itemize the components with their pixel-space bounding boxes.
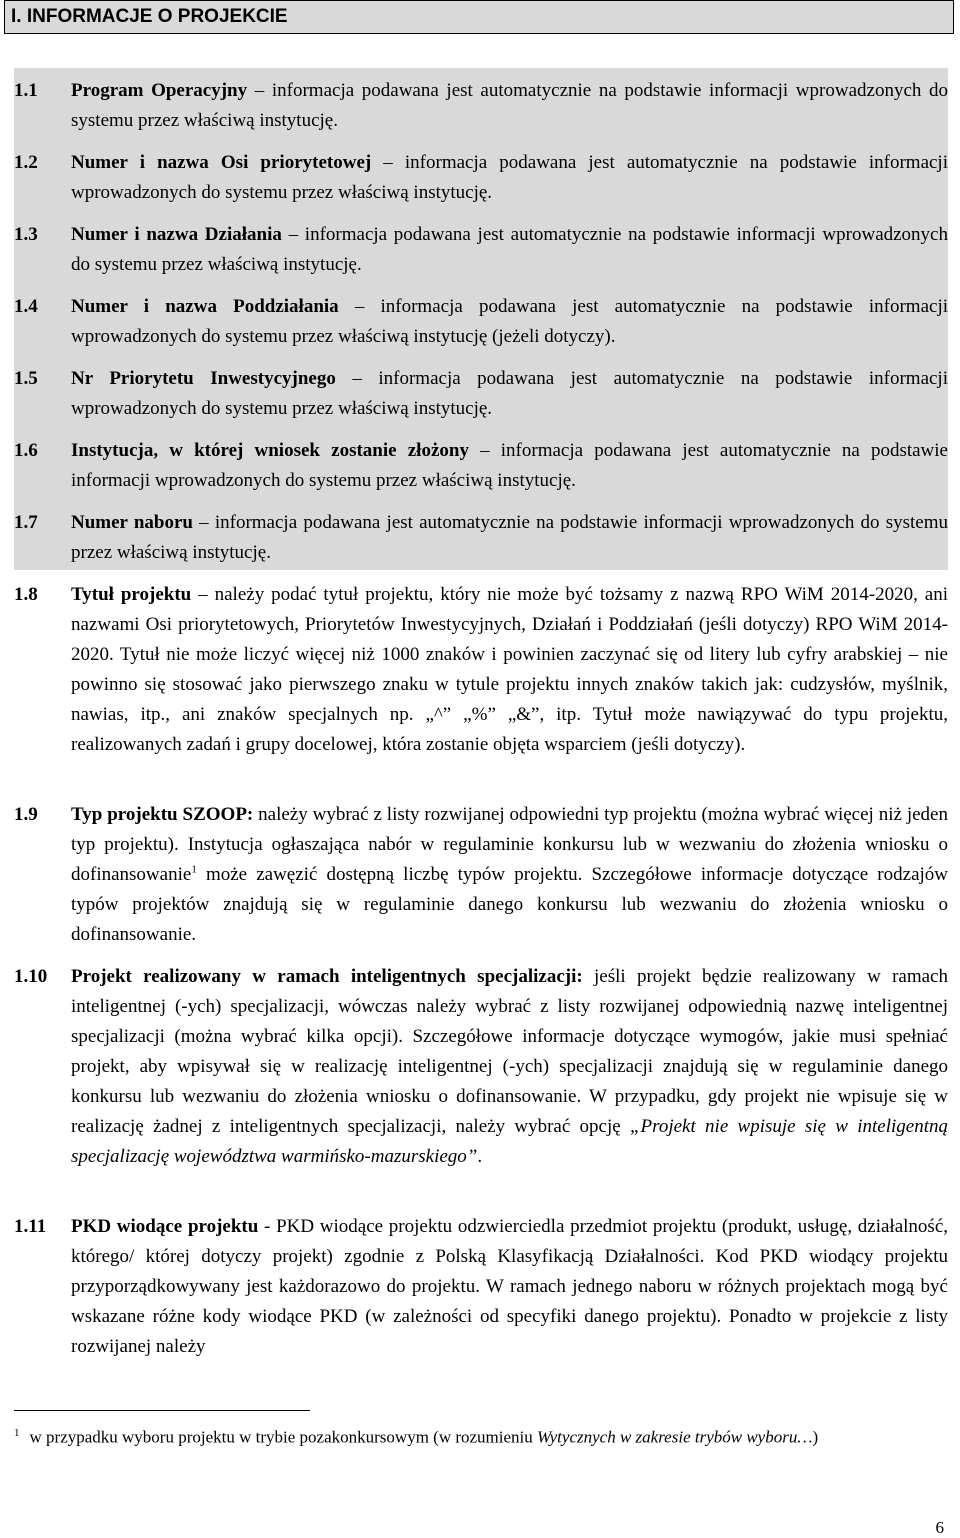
item-text: – informacja podawana jest automatycznie na podstawie informacji wprowadzonych do systemu przez właściwą instytucję (jeżeli dotyczy).	[71, 296, 948, 347]
item-text: – informacja podawana jest automatycznie na podstawie informacji wprowadzonych do systemu przez właściwą instytucję.	[71, 440, 948, 491]
item-number: 1.1	[14, 80, 38, 101]
item-text: – informacja podawana jest automatycznie na podstawie informacji wprowadzonych do systemu przez właściwą instytucję.	[71, 512, 948, 563]
footnote-reference[interactable]: 1	[191, 863, 197, 876]
item-text: – należy podać tytuł projektu, który nie może być tożsamy z nazwą RPO WiM 2014-2020, ani nazwami Osi priorytetowych, Priorytetów Inwestycyjnych, Działań i Poddziałań (jeśli dotyczy) RPO WiM 2014-2020. Tytuł nie może liczyć więcej niż 1000 znaków i powinien zaczynać się od litery lub cyfry arabskiej – nie powinno się stosować jako pierwszego znaku w tytule projektu innych znaków takich jak: cudzysłów, myślnik, nawias, itp., ani znaków specjalnych np. „^” „%” „&”, itp. Tytuł może nawiązywać do typu projektu, realizowanych zadań i grupy docelowej, która zostanie objęta wsparciem (jeśli dotyczy).	[71, 584, 948, 755]
item-title: Projekt realizowany w ramach inteligentnych specjalizacji:	[71, 966, 583, 987]
footnote-text: w przypadku wyboru projektu w trybie pozakonkursowym (w rozumieniu	[29, 1427, 538, 1447]
item-title: Numer i nazwa Działania	[71, 224, 282, 245]
item-title: Numer i nazwa Osi priorytetowej	[71, 152, 372, 173]
item-title: Tytuł projektu	[71, 584, 192, 605]
item-number: 1.9	[14, 804, 38, 825]
item-1-6	[14, 436, 948, 496]
item-1-3	[14, 220, 948, 280]
item-1-1	[14, 76, 948, 136]
item-number: 1.11	[14, 1216, 47, 1237]
item-text: – informacja podawana jest automatycznie na podstawie informacji wprowadzonych do systemu przez właściwą instytucję.	[71, 80, 948, 131]
item-title: Numer naboru	[71, 512, 193, 533]
item-number: 1.3	[14, 224, 38, 245]
item-text-continued: .	[477, 1146, 483, 1167]
item-1-9	[14, 800, 948, 950]
item-1-7	[14, 508, 948, 568]
item-1-10	[14, 962, 948, 1172]
item-title: Typ projektu SZOOP:	[71, 804, 254, 825]
section-title: I. INFORMACJE O PROJEKCIE	[11, 6, 288, 27]
footnote-text-end: )	[812, 1427, 819, 1447]
item-text-continued: może zawęzić dostępną liczbę typów projektu. Szczegółowe informacje dotyczące rodzajów typów projektów znajdują się w regulaminie danego konkursu lub wezwaniu do złożenia wniosku o dofinansowanie.	[71, 864, 948, 945]
item-1-2	[14, 148, 948, 208]
footnote-mark: 1	[14, 1427, 20, 1439]
item-1-5	[14, 364, 948, 424]
item-title: PKD wiodące projektu	[71, 1216, 259, 1237]
item-number: 1.7	[14, 512, 38, 533]
item-text: - PKD wiodące projektu odzwierciedla przedmiot projektu (produkt, usługę, działalność, którego/ której dotyczy projekt) zgodnie z Polską Klasyfikacją Działalności. Kod PKD wiodący projektu przyporządkowywany jest każdorazowo do projektu. W ramach jednego naboru w różnych projektach mogą być wskazane różne kody wiodące PKD (w zależności od specyfiki danego projektu). Ponadto w projekcie z listy rozwijanej należy	[71, 1216, 949, 1357]
item-title: Program Operacyjny	[71, 80, 248, 101]
item-title: Numer i nazwa Poddziałania	[71, 296, 339, 317]
section-header	[4, 0, 954, 34]
footnote-italic-text: Wytycznych w zakresie trybów wyboru…	[537, 1427, 813, 1447]
footnote	[14, 1421, 944, 1450]
item-title: Instytucja, w której wniosek zostanie złożony	[71, 440, 469, 461]
item-number: 1.10	[14, 966, 48, 987]
item-option-quote: „Projekt nie wpisuje się w inteligentną specjalizację województwa warmińsko-mazurskiego”	[71, 1116, 948, 1167]
item-1-4	[14, 292, 948, 352]
item-number: 1.4	[14, 296, 38, 317]
item-1-8	[14, 580, 948, 760]
item-text: – informacja podawana jest automatycznie na podstawie informacji wprowadzonych do systemu przez właściwą instytucję.	[71, 368, 948, 419]
item-1-11	[14, 1212, 948, 1362]
item-number: 1.6	[14, 440, 38, 461]
item-number: 1.8	[14, 584, 38, 605]
item-text: należy wybrać z listy rozwijanej odpowiedni typ projektu (można wybrać więcej niż jeden typ projektu). Instytucja ogłaszająca nabór w regulaminie konkursu lub w wezwaniu do złożenia wniosku o dofinansowanie	[71, 804, 948, 885]
item-text: – informacja podawana jest automatycznie na podstawie informacji wprowadzonych do systemu przez właściwą instytucję.	[71, 152, 948, 203]
footnote-separator	[14, 1410, 310, 1411]
item-text: – informacja podawana jest automatycznie na podstawie informacji wprowadzonych do systemu przez właściwą instytucję.	[71, 224, 948, 275]
item-number: 1.5	[14, 368, 38, 389]
page-number: 6	[935, 1518, 944, 1537]
item-text: jeśli projekt będzie realizowany w ramach inteligentnej (-ych) specjalizacji, wówczas należy wybrać z listy rozwijanej odpowiednią nazwę inteligentnej specjalizacji (można wybrać kilka opcji). Szczegółowe informacje dotyczące wymogów, jakie musi spełniać projekt, aby wpisywał się w realizację inteligentnej (-ych) specjalizacji znajdują się w regulaminie danego konkursu lub wezwaniu do złożenia wniosku o dofinansowanie. W przypadku, gdy projekt nie wpisuje się w realizację żadnej z inteligentnych specjalizacji, należy wybrać opcję	[71, 966, 948, 1137]
item-number: 1.2	[14, 152, 38, 173]
item-title: Nr Priorytetu Inwestycyjnego	[71, 368, 336, 389]
